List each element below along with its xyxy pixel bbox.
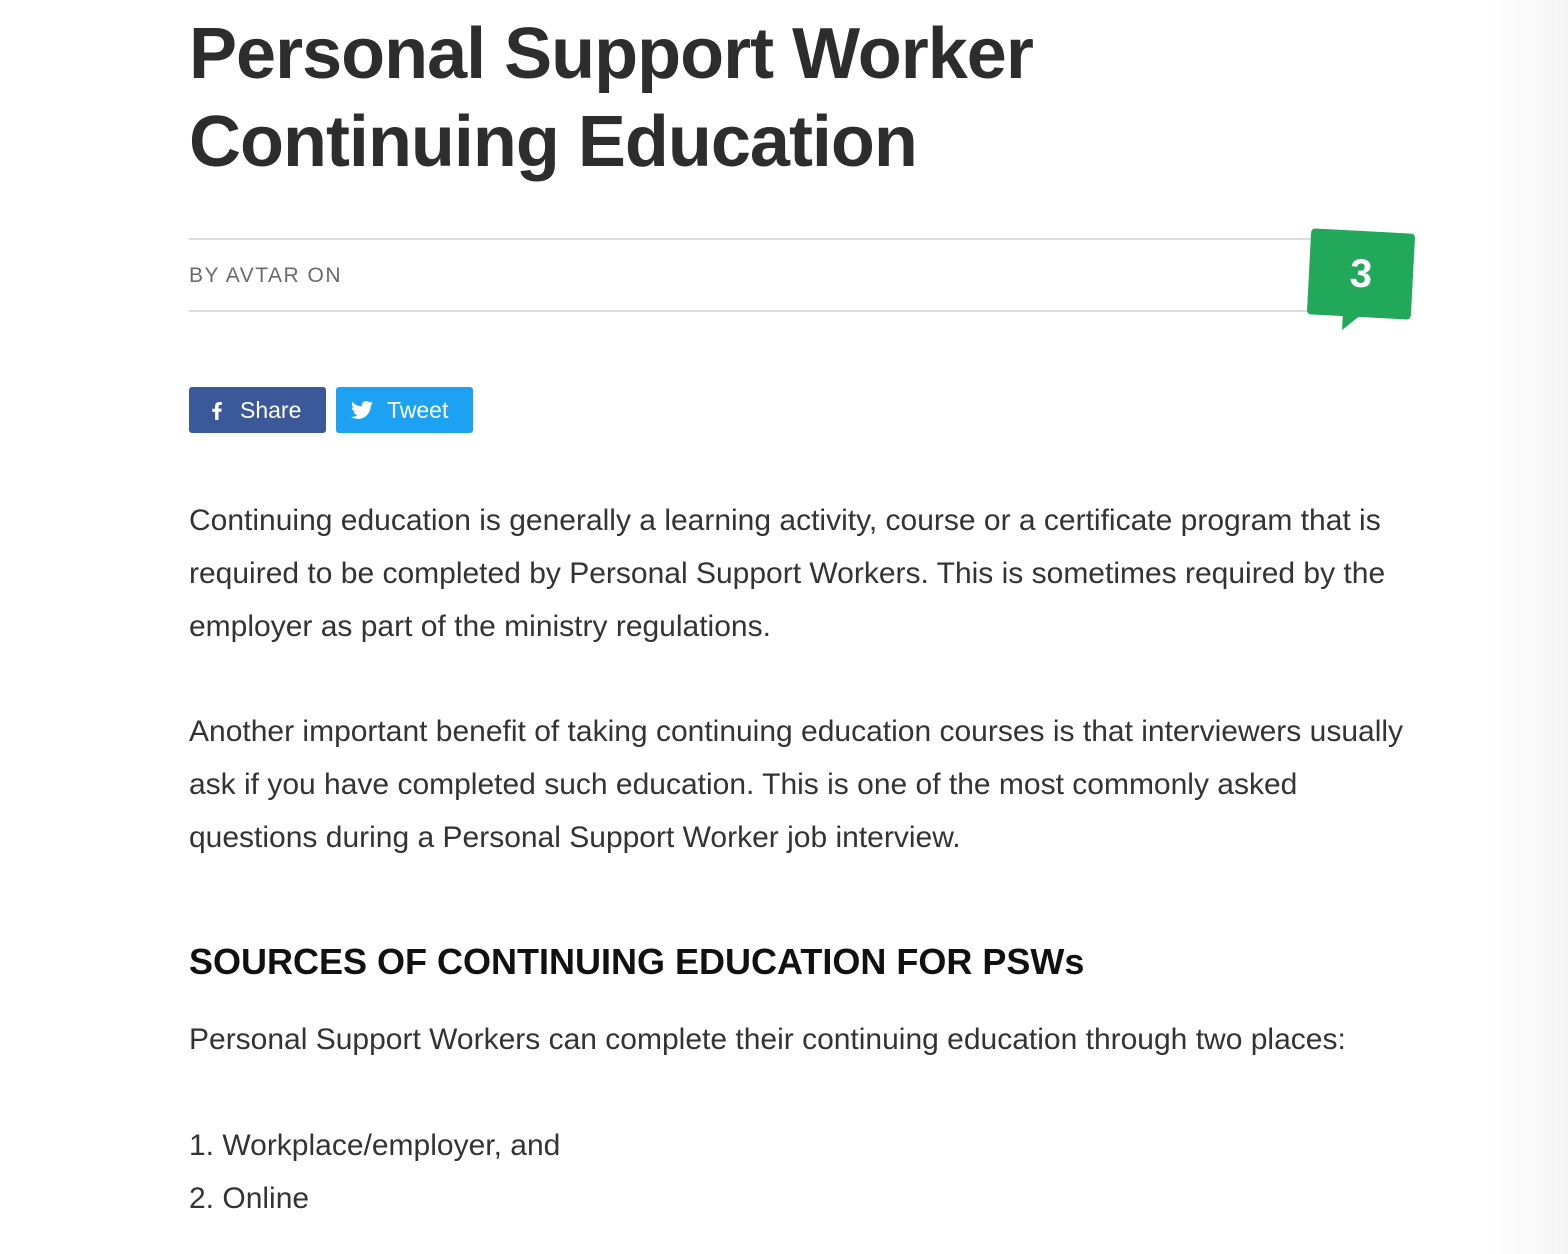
paragraph-benefit: Another important benefit of taking continuing education courses is that interviewers usually ask if you have completed such education. This is one of the most commonly asked questions during a Personal Support Worker job interview. (189, 715, 1404, 854)
twitter-tweet-label: Tweet (387, 397, 449, 423)
facebook-icon (205, 398, 229, 422)
facebook-share-button[interactable] (189, 387, 326, 433)
page-edge-shadow (1488, 0, 1568, 1254)
section-heading: SOURCES OF CONTINUING EDUCATION FOR PSWs (189, 941, 1085, 982)
paragraph-sources: Personal Support Workers can complete their continuing education through two places: (189, 1023, 1346, 1056)
facebook-share-label: Share (240, 397, 302, 423)
article-meta-bar (189, 238, 1314, 312)
twitter-tweet-button[interactable] (336, 387, 473, 433)
comment-count-badge[interactable]: 3 (1307, 228, 1415, 319)
paragraph-intro: Continuing education is generally a learning activity, course or a certificate program that is required to be completed by Personal Support Workers. This is sometimes required by the employer as part of the ministry regulations. (189, 504, 1386, 643)
byline: BY AVTAR ON (189, 264, 343, 287)
list-item: 2. Online (189, 1182, 310, 1215)
list-item: 1. Workplace/employer, and (189, 1129, 561, 1162)
twitter-icon (350, 398, 374, 422)
article-title: Personal Support Worker Continuing Education (189, 14, 1033, 182)
